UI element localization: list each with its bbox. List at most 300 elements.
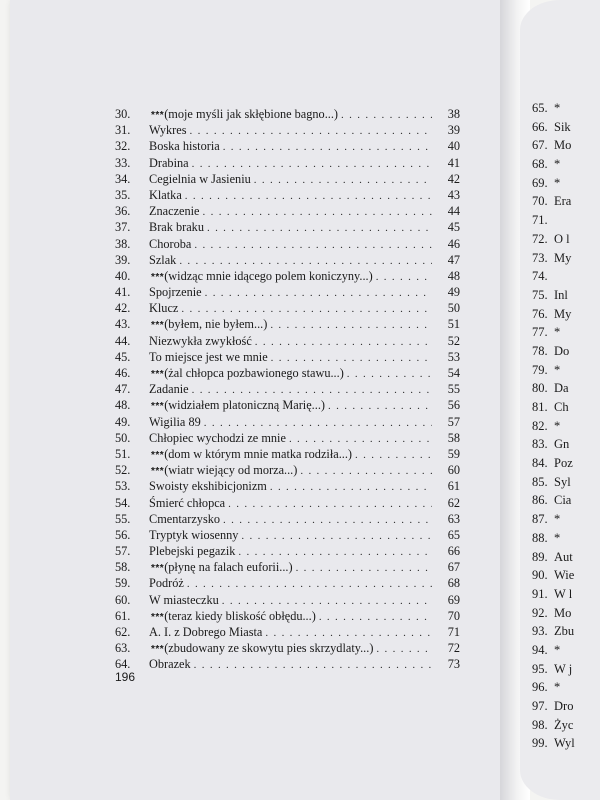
entry-number: 32. <box>115 139 131 154</box>
toc-entry <box>115 366 460 382</box>
entry-title <box>149 172 254 187</box>
dot-leader <box>205 287 432 299</box>
entry-title-text: (moje myśli jak skłębione bagno...) <box>164 107 339 121</box>
entry-number: 85. <box>532 474 548 489</box>
entry-page: 70 <box>447 608 460 623</box>
entry-number: 33. <box>115 155 131 170</box>
entry-number: 48. <box>115 398 131 413</box>
entry-title <box>149 139 223 154</box>
entry-title <box>149 528 241 543</box>
toc-entry <box>115 220 460 236</box>
entry-title <box>149 350 271 365</box>
entry-title: Syl <box>554 474 571 489</box>
toc-entry <box>532 736 600 755</box>
dot-leader <box>271 352 432 364</box>
entry-title <box>149 269 376 284</box>
entry-number: 59. <box>115 576 131 591</box>
toc-entry <box>115 593 460 609</box>
dot-leader <box>376 271 432 283</box>
entry-page: 71 <box>447 625 460 639</box>
entry-title-text: Cmentarzysko <box>149 511 221 526</box>
dot-leader <box>190 125 432 137</box>
entry-number: 71. <box>532 213 548 228</box>
entry-title: Da <box>554 381 569 396</box>
entry-number: 86. <box>532 493 548 508</box>
dot-leader <box>185 190 432 202</box>
dot-leader <box>347 368 432 380</box>
entry-number: 47. <box>115 382 131 397</box>
toc-entry <box>115 285 460 301</box>
entry-title: * <box>554 642 561 657</box>
entry-title: Mo <box>554 138 572 153</box>
toc-entry <box>532 288 600 307</box>
entry-page: 44 <box>447 204 460 219</box>
dot-leader <box>207 222 432 234</box>
entry-title <box>149 188 185 203</box>
entry-title: Poz <box>554 456 573 471</box>
toc-entry <box>115 544 460 560</box>
right-table-of-contents <box>532 101 600 755</box>
toc-entry <box>532 512 600 531</box>
toc-entry <box>115 398 460 414</box>
entry-title <box>149 398 328 413</box>
toc-entry <box>532 120 600 139</box>
entry-title-text: Plebejski pegazik <box>149 544 236 559</box>
entry-title: W j <box>554 661 573 676</box>
right-page <box>520 0 600 800</box>
entry-number: 72. <box>532 231 548 246</box>
entry-number: 82. <box>532 418 548 433</box>
entry-title <box>149 334 255 349</box>
entry-page: 68 <box>447 576 460 591</box>
entry-title-text: To miejsce jest we mnie <box>149 349 268 364</box>
entry-number: 70. <box>532 194 548 209</box>
entry-title-text: Klucz <box>149 301 179 316</box>
entry-asterisks: *** <box>151 110 165 121</box>
entry-number: 95. <box>532 661 548 676</box>
dot-leader <box>241 530 432 542</box>
toc-entry <box>115 334 460 350</box>
toc-entry <box>115 431 460 447</box>
entry-title-text: Wigilia 89 <box>149 414 201 429</box>
entry-number: 37. <box>115 220 131 235</box>
entry-title: Wie <box>554 568 575 583</box>
entry-title: Do <box>554 343 570 358</box>
entry-number: 43. <box>115 317 131 332</box>
entry-number: 60. <box>115 592 131 607</box>
entry-asterisks: *** <box>151 271 165 283</box>
toc-entry <box>532 437 600 456</box>
toc-entry <box>532 456 600 475</box>
entry-title: O l <box>554 231 570 246</box>
entry-title: * <box>554 157 561 172</box>
entry-title <box>149 123 190 138</box>
toc-entry <box>532 251 600 270</box>
entry-title <box>149 107 341 122</box>
entry-page: 53 <box>447 349 460 364</box>
entry-number: 55. <box>115 511 131 526</box>
entry-number: 40. <box>115 268 131 283</box>
dot-leader <box>187 578 432 590</box>
entry-title <box>149 366 347 381</box>
entry-page: 59 <box>447 446 460 461</box>
entry-title <box>149 237 194 252</box>
entry-page: 48 <box>447 268 460 283</box>
entry-number: 97. <box>532 699 548 713</box>
entry-number: 84. <box>532 456 548 471</box>
entry-title <box>149 447 355 462</box>
entry-title <box>149 253 179 268</box>
entry-title-text: Podróż <box>149 576 184 591</box>
entry-title-text: Obrazek <box>149 657 191 672</box>
entry-title: Mo <box>554 605 572 620</box>
entry-number: 56. <box>115 527 131 542</box>
entry-title: * <box>554 418 561 433</box>
entry-number: 39. <box>115 252 131 267</box>
entry-title: W l <box>554 586 573 601</box>
entry-title-text: Spojrzenie <box>149 285 202 300</box>
toc-entry <box>115 657 460 673</box>
entry-page: 56 <box>447 398 460 413</box>
entry-title-text: (byłem, nie byłem...) <box>164 317 268 332</box>
entry-page: 51 <box>447 317 460 332</box>
entry-page: 61 <box>447 479 460 494</box>
entry-number: 93. <box>532 624 548 639</box>
entry-page: 47 <box>447 252 460 267</box>
entry-page: 39 <box>447 123 460 138</box>
toc-entry <box>115 123 460 139</box>
entry-title-text: (żal chłopca pozbawionego stawu...) <box>164 366 344 380</box>
entry-number: 42. <box>115 301 131 316</box>
entry-number: 78. <box>532 343 548 358</box>
entry-number: 98. <box>532 717 548 732</box>
entry-number: 67. <box>532 138 548 153</box>
entry-title <box>149 204 203 219</box>
entry-title-text: (płynę na falach euforii...) <box>164 560 293 575</box>
dot-leader <box>328 400 432 412</box>
entry-number: 80. <box>532 381 548 396</box>
entry-page: 72 <box>447 641 460 656</box>
entry-title: My <box>554 306 572 321</box>
entry-page: 49 <box>447 285 460 300</box>
entry-title <box>149 285 205 300</box>
entry-number: 31. <box>115 123 131 138</box>
entry-title: Dro <box>554 699 574 713</box>
entry-asterisks: *** <box>151 320 165 332</box>
entry-number: 96. <box>532 680 548 695</box>
toc-entry <box>115 139 460 155</box>
entry-title-text: (widząc mnie idącego polem koniczyny...) <box>164 268 373 283</box>
entry-title-text: Klatka <box>149 187 182 202</box>
toc-entry <box>115 560 460 576</box>
entry-page: 43 <box>447 187 460 202</box>
toc-entry <box>532 101 600 120</box>
toc-entry <box>532 138 600 157</box>
entry-title: * <box>554 362 561 377</box>
toc-entry <box>532 325 600 344</box>
entry-number: 49. <box>115 414 131 429</box>
entry-title: * <box>554 512 561 527</box>
dot-leader <box>270 319 432 331</box>
entry-asterisks: *** <box>151 401 165 413</box>
entry-title-text: Niezwykła zwykłość <box>149 333 252 348</box>
entry-number: 65. <box>532 101 548 115</box>
toc-entry <box>532 381 600 400</box>
entry-title <box>149 512 223 527</box>
entry-title-text: (wiatr wiejący od morza...) <box>164 463 298 478</box>
entry-number: 57. <box>115 544 131 559</box>
entry-title-text: Znaczenie <box>149 204 200 219</box>
entry-number: 69. <box>532 175 548 190</box>
dot-leader <box>192 384 432 396</box>
entry-title <box>149 544 238 559</box>
entry-asterisks: *** <box>151 644 165 656</box>
entry-title: Era <box>554 194 572 209</box>
entry-title <box>149 463 300 478</box>
toc-entry <box>115 625 460 641</box>
entry-title-text: Śmierć chłopca <box>149 495 226 510</box>
toc-entry <box>115 641 460 657</box>
entry-title-text: Chłopiec wychodzi ze mnie <box>149 430 286 445</box>
entry-title-text: Wykres <box>149 123 187 138</box>
entry-title <box>149 415 204 430</box>
entry-title <box>149 382 192 397</box>
entry-title <box>149 576 187 591</box>
entry-page: 42 <box>447 171 460 186</box>
entry-asterisks: *** <box>151 449 165 461</box>
entry-number: 53. <box>115 479 131 494</box>
toc-entry <box>532 475 600 494</box>
toc-entry <box>532 718 600 737</box>
entry-number: 91. <box>532 586 548 601</box>
entry-title-text: Cegielnia w Jasieniu <box>149 171 251 186</box>
toc-entry <box>532 400 600 419</box>
entry-number: 51. <box>115 446 131 461</box>
toc-entry <box>115 447 460 463</box>
dot-leader <box>181 303 432 315</box>
entry-title: Sik <box>554 119 571 134</box>
entry-page: 69 <box>447 592 460 607</box>
entry-title: Gn <box>554 437 570 452</box>
entry-asterisks: *** <box>151 369 165 380</box>
dot-leader <box>376 643 432 655</box>
dot-leader <box>289 433 432 445</box>
entry-title-text: (widziałem platoniczną Marię...) <box>164 398 326 413</box>
dot-leader <box>254 174 432 186</box>
entry-title-text: Tryptyk wiosenny <box>149 527 239 542</box>
entry-number: 41. <box>115 285 131 300</box>
entry-number: 46. <box>115 366 131 380</box>
toc-entry <box>532 662 600 681</box>
entry-page: 41 <box>447 155 460 170</box>
entry-title <box>149 431 289 446</box>
entry-number: 66. <box>532 119 548 134</box>
dot-leader <box>223 514 432 526</box>
dot-leader <box>204 417 432 429</box>
entry-page: 62 <box>447 495 460 510</box>
toc-entry <box>115 576 460 592</box>
entry-title-text: Szlak <box>149 252 177 267</box>
entry-page: 45 <box>447 220 460 235</box>
toc-entry <box>115 496 460 512</box>
entry-title <box>149 479 270 494</box>
entry-title-text: W miasteczku <box>149 592 219 607</box>
dot-leader <box>194 659 432 671</box>
entry-number: 63. <box>115 641 131 656</box>
entry-number: 38. <box>115 236 131 251</box>
entry-title: Wyl <box>554 736 575 751</box>
entry-title-text: (dom w którym mnie matka rodziła...) <box>164 446 353 461</box>
entry-number: 87. <box>532 512 548 527</box>
entry-page: 63 <box>447 511 460 526</box>
entry-number: 73. <box>532 250 548 265</box>
entry-page: 38 <box>447 107 460 121</box>
entry-title <box>149 625 265 640</box>
entry-title-text: Choroba <box>149 236 192 251</box>
toc-entry <box>115 317 460 333</box>
entry-title: Ch <box>554 400 569 414</box>
entry-title <box>149 593 222 608</box>
dot-leader <box>255 336 432 348</box>
entry-number: 35. <box>115 187 131 202</box>
toc-entry <box>115 237 460 253</box>
entry-number: 79. <box>532 362 548 377</box>
entry-page: 73 <box>447 657 460 672</box>
dot-leader <box>228 498 432 510</box>
dot-leader <box>192 158 432 170</box>
toc-entry <box>115 382 460 398</box>
toc-entry <box>532 157 600 176</box>
entry-title <box>149 641 376 656</box>
entry-page: 55 <box>447 382 460 397</box>
toc-entry <box>532 680 600 699</box>
entry-number: 88. <box>532 530 548 545</box>
entry-page: 58 <box>447 430 460 445</box>
entry-number: 68. <box>532 157 548 172</box>
toc-entry <box>115 107 460 123</box>
toc-entry <box>532 344 600 363</box>
left-table-of-contents <box>115 107 460 674</box>
entry-page: 46 <box>447 236 460 251</box>
entry-number: 75. <box>532 287 548 302</box>
dot-leader <box>355 449 432 461</box>
toc-entry <box>532 213 600 232</box>
toc-entry <box>115 188 460 204</box>
toc-entry <box>115 609 460 625</box>
entry-number: 77. <box>532 325 548 340</box>
toc-entry <box>532 568 600 587</box>
entry-page: 66 <box>447 544 460 559</box>
entry-number: 99. <box>532 736 548 751</box>
toc-entry <box>532 531 600 550</box>
toc-entry <box>115 479 460 495</box>
entry-number: 52. <box>115 463 131 478</box>
toc-entry <box>115 253 460 269</box>
dot-leader <box>238 546 432 558</box>
entry-title-text: (zbudowany ze skowytu pies skrzydlaty...) <box>164 641 374 656</box>
entry-title-text: Drabina <box>149 155 189 170</box>
dot-leader <box>179 255 432 267</box>
entry-title <box>149 496 228 511</box>
toc-entry <box>115 301 460 317</box>
toc-entry <box>532 307 600 326</box>
entry-page: 60 <box>447 463 460 478</box>
dot-leader <box>319 611 432 623</box>
toc-entry <box>115 415 460 431</box>
entry-number: 74. <box>532 269 548 284</box>
entry-title: My <box>554 250 572 265</box>
entry-number: 58. <box>115 560 131 575</box>
entry-title <box>149 156 192 171</box>
entry-number: 94. <box>532 642 548 657</box>
entry-title-text: Zadanie <box>149 382 189 397</box>
entry-number: 36. <box>115 204 131 219</box>
page-number: 196 <box>115 670 136 684</box>
entry-title: * <box>554 530 561 545</box>
toc-entry <box>532 550 600 569</box>
toc-entry <box>532 624 600 643</box>
toc-entry <box>532 269 600 288</box>
entry-title <box>149 220 207 235</box>
entry-title: * <box>554 175 561 190</box>
entry-title <box>149 560 296 575</box>
toc-entry <box>532 643 600 662</box>
entry-number: 44. <box>115 333 131 348</box>
entry-number: 89. <box>532 549 548 564</box>
entry-number: 54. <box>115 495 131 510</box>
toc-entry <box>115 269 460 285</box>
entry-title: * <box>554 680 561 695</box>
dot-leader <box>222 595 432 607</box>
toc-entry <box>115 463 460 479</box>
dot-leader <box>223 141 432 153</box>
entry-asterisks: *** <box>151 563 165 575</box>
entry-number: 50. <box>115 430 131 445</box>
toc-entry <box>532 419 600 438</box>
entry-asterisks: *** <box>151 611 165 623</box>
dot-leader <box>341 109 432 121</box>
entry-number: 90. <box>532 568 548 583</box>
toc-entry <box>532 606 600 625</box>
toc-entry <box>115 350 460 366</box>
entry-title: Inl <box>554 287 568 302</box>
entry-title: * <box>554 325 561 340</box>
toc-entry <box>115 172 460 188</box>
entry-page: 65 <box>447 527 460 542</box>
entry-number: 64. <box>115 657 131 672</box>
entry-title <box>149 301 181 316</box>
entry-page: 54 <box>447 366 460 380</box>
entry-number: 92. <box>532 605 548 620</box>
entry-page: 40 <box>447 139 460 154</box>
dot-leader <box>270 481 432 493</box>
entry-title-text: Swoisty ekshibicjonizm <box>149 479 267 494</box>
entry-number: 83. <box>532 437 548 452</box>
toc-entry <box>532 587 600 606</box>
dot-leader <box>300 465 432 477</box>
toc-entry <box>115 156 460 172</box>
entry-number: 62. <box>115 625 131 639</box>
entry-title <box>149 609 319 624</box>
entry-number: 34. <box>115 171 131 186</box>
toc-entry <box>532 699 600 718</box>
entry-title-text: Boska historia <box>149 139 220 154</box>
entry-asterisks: *** <box>151 466 165 478</box>
dot-leader <box>265 627 432 639</box>
entry-title-text: Brak braku <box>149 220 204 235</box>
toc-entry <box>532 493 600 512</box>
entry-page: 67 <box>447 560 460 575</box>
